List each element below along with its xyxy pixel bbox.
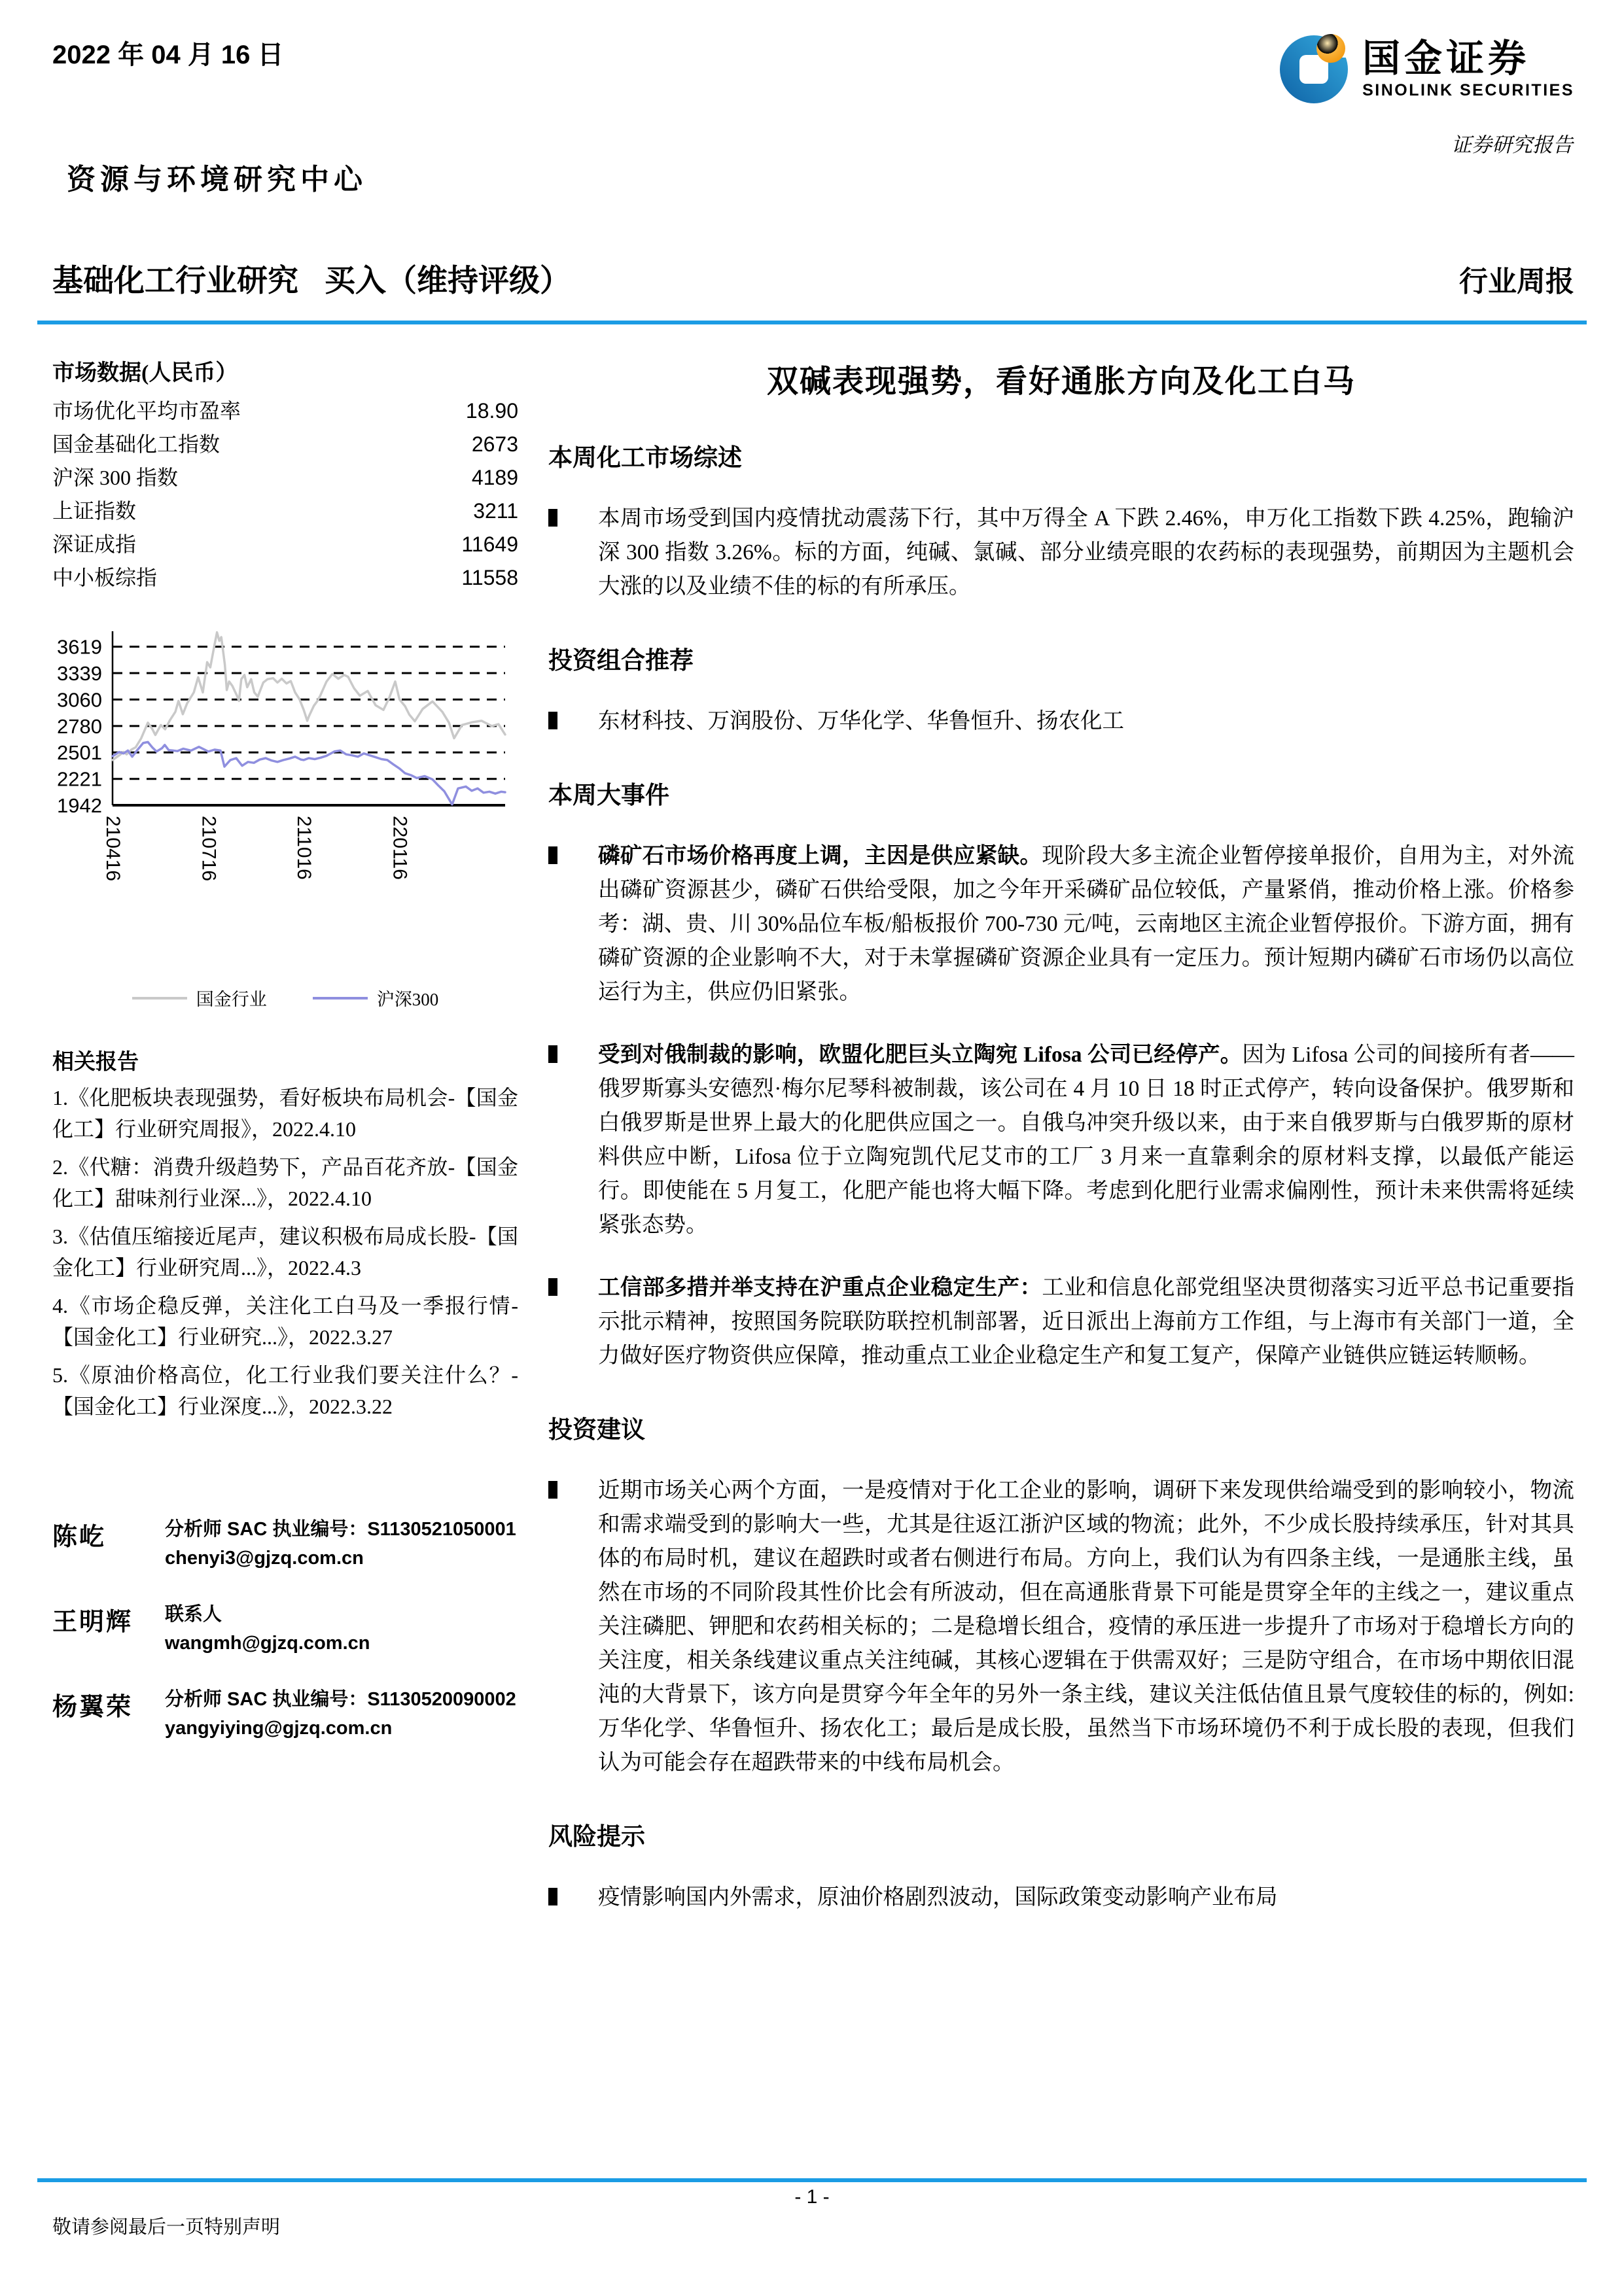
bullet-square-icon [548,1045,557,1063]
metric-label: 上证指数 [52,499,137,523]
bullet-square-icon [548,509,557,527]
section-heading: 本周大事件 [548,782,669,809]
bullet-paragraph [548,1474,1574,1780]
page-title: 双碱表现强势，看好通胀方向及化工白马 [766,364,1356,399]
svg-text:211016: 211016 [293,816,315,880]
analyst-role: 分析师 SAC 执业编号：S1130521050001 [165,1519,516,1540]
report-kind-label: 行业周报 [1459,266,1574,298]
header-divider [37,321,1587,324]
analyst-meta [165,1685,516,1743]
sinolink-logo-icon [1279,31,1352,108]
series-line-sample [132,997,187,1000]
market-data-row [52,495,518,528]
metric-label: 国金基础化工指数 [52,432,221,456]
metric-value: 18.90 [465,399,518,423]
report-body [548,345,1574,1915]
svg-text:210416: 210416 [102,816,124,882]
bullet-text: 疫情影响国内外需求，原油价格剧烈波动，国际政策变动影响产业布局 [598,1885,1278,1909]
bullet-text: 近期市场关心两个方面，一是疫情对于化工企业的影响，调研下来发现供给端受到的影响较小，物流和需求端受到的影响大一些，尤其是往返江浙沪区域的物流；此外，不少成长股持续承压，针对其具体的布局时机，建议在超跌时或者右侧进行布局。方向上，我们认为有四条主线，一是通胀主线，虽然在市场的不同阶段其性价比会有所波动，但在高通胀背景下可能是贯穿全年的主线之一，建议重点关注磷肥、钾肥和农药相关标的；二是稳增长组合，疫情的承压进一步提升了市场对于稳增长方向的关注度，相关条线建议重点关注纯碱，其核心逻辑在于供需双好；三是防守组合，在市场中期依旧混沌的大背景下，该方向是贯穿今年全年的另外一条主线，建议关注低估值且景气度较佳的标的，例如: 万华化学、华鲁恒升、扬农化工；最后是成长股，虽然当下市场环境仍不利于成长股的表现，但我们认为可能会存在超跌带来的中线布局机会。 [598,1478,1574,1775]
bullet-text: 东材科技、万润股份、万华化学、华鲁恒升、扬农化工 [598,709,1124,733]
chart-legend [52,985,518,1011]
page-number: - 1 - [794,2186,830,2208]
svg-text:3619: 3619 [57,635,102,659]
brand-name-en: SINOLINK SECURITIES [1362,81,1574,100]
metric-label: 市场优化平均市盈率 [52,399,241,423]
bullet-text: 工业和信息化部党组坚决贯彻落实习近平总书记重要指示批示精神，按照国务院联防联控机制部署，近日派出上海前方工作组，与上海市有关部门一道，全力做好医疗物资供应保障，推动重点工业企业稳定生产和复工复产，保障产业链供应链运转顺畅。 [598,1276,1575,1368]
legend-label: 国金行业 [196,990,267,1009]
analyst-name: 王明辉 [52,1609,133,1636]
metric-value: 11649 [461,532,518,556]
analysts-block [52,1515,518,1743]
analyst-meta [165,1515,516,1573]
market-data-row [52,394,518,428]
related-report-item: 1.《化肥板块表现强势，看好板块布局机会-【国金化工】行业研究周报》，2022.4.10 [52,1086,518,1141]
analyst-meta [165,1600,370,1658]
bullet-paragraph [548,1038,1574,1242]
footer-divider [37,2178,1587,2182]
analyst-entry [52,1600,518,1658]
bullet-text: 本周市场受到国内疫情扰动震荡下行，其中万得全 A 下跌 2.46%，申万化工指数下跌 4.25%，跑输沪深 300 指数 3.26%。标的方面，纯碱、氯碱、部分业绩亮眼的农药标的表现强势，前期因为主题机会大涨的以及业绩不佳的标的有所承压。 [598,506,1574,599]
bullet-square-icon [548,1481,557,1499]
analyst-role: 联系人 [165,1604,222,1625]
industry-title [52,256,571,300]
bullet-bold-text: 受到对俄制裁的影响，欧盟化肥巨头立陶宛 Lifosa 公司已经停产。 [598,1043,1243,1067]
related-reports-title: 相关报告 [52,1051,139,1074]
metric-label: 中小板综指 [52,566,158,589]
sidebar [52,345,518,1915]
metric-value: 3211 [473,499,518,523]
section-heading: 本周化工市场综述 [548,445,742,472]
market-data-row [52,561,518,595]
analyst-email: wangmh@gjzq.com.cn [165,1633,370,1654]
bullet-paragraph [548,1271,1574,1373]
bullet-square-icon [548,712,557,729]
analyst-role: 分析师 SAC 执业编号：S1130520090002 [165,1689,516,1710]
series-line-sample [313,997,368,1000]
analyst-entry [52,1685,518,1743]
footer-disclaimer: 敬请参阅最后一页特别声明 [52,2217,281,2238]
market-data-row [52,428,518,461]
bullet-paragraph [548,839,1574,1009]
legend-label: 沪深300 [376,990,439,1009]
research-center-name: 资源与环境研究中心 [67,164,367,196]
bullet-square-icon [548,1278,557,1296]
index-performance-chart [52,627,518,886]
analyst-email: yangyiying@gjzq.com.cn [165,1718,393,1739]
section-heading: 投资组合推荐 [548,648,694,674]
bullet-paragraph [548,502,1574,604]
svg-text:3339: 3339 [57,662,102,685]
analyst-email: chenyi3@gjzq.com.cn [165,1548,364,1569]
rating-label: 买入（维持评级） [325,264,571,298]
bullet-text: 因为 Lifosa 公司的间接所有者——俄罗斯寡头安德烈·梅尔尼琴科被制裁，该公司在 4 月 10 日 18 时正式停产，转向设备保护。俄罗斯和白俄罗斯是世界上最大的化肥供应国之一。自俄乌冲突升级以来，由于来自俄罗斯与白俄罗斯的原材料供应中断，Lifosa 位于立陶宛凯代尼艾市的工厂 3 月来一直靠剩余的原材料支撑，以最低产能运行。即使能在 5 月复工，化肥产能也将大幅下降。考虑到化肥行业需求偏刚性，预计未来供需将延续紧张态势。 [598,1043,1575,1237]
bullet-bold-text: 磷矿石市场价格再度上调，主因是供应紧缺。 [598,844,1042,868]
metric-value: 4189 [471,466,518,489]
svg-text:220116: 220116 [389,816,411,880]
market-data-row [52,461,518,495]
metric-label: 深证成指 [52,532,137,556]
related-report-item: 4.《市场企稳反弹，关注化工白马及一季报行情-【国金化工】行业研究...》，2022.3.27 [52,1294,518,1349]
bullet-square-icon [548,846,557,864]
section-heading: 风险提示 [548,1824,645,1851]
metric-value: 2673 [471,432,518,456]
svg-text:2780: 2780 [57,714,102,738]
analyst-name: 陈屹 [52,1523,107,1551]
metric-value: 11558 [461,566,518,589]
bullet-text: 现阶段大多主流企业暂停接单报价，自用为主，对外流出磷矿资源甚少，磷矿石供给受限，加之今年开采磷矿品位较低，产量紧俏，推动价格上涨。价格参考：湖、贵、川 30%品位车板/船板报价 700-730 元/吨，云南地区主流企业暂停报价。下游方面，拥有磷矿资源的企业影响不大，对于未掌握磷矿资源企业具有一定压力。预计短期内磷矿石市场仍以高位运行为主，供应仍旧紧张。 [598,844,1575,1004]
bullet-square-icon [548,1888,557,1905]
bullet-bold-text: 工信部多措并举支持在沪重点企业稳定生产： [598,1276,1042,1300]
bullet-paragraph [548,704,1574,739]
legend-item [313,985,439,1011]
related-report-item: 5.《原油价格高位，化工行业我们要关注什么？-【国金化工】行业深度...》，2022.3.22 [52,1363,518,1418]
market-data-row [52,528,518,561]
brand-text [1362,39,1574,101]
analyst-name: 杨翼荣 [52,1694,133,1721]
legend-item [132,985,267,1011]
svg-text:2501: 2501 [57,741,102,765]
report-date: 2022 年 04 月 16 日 [52,41,284,69]
report-type-label: 证券研究报告 [1451,133,1573,156]
section-heading: 投资建议 [548,1417,645,1444]
related-report-item: 3.《估值压缩接近尾声，建议积极布局成长股-【国金化工】行业研究周...》，2022.4.3 [52,1225,518,1279]
title-row [52,256,1574,300]
bullet-paragraph [548,1881,1574,1915]
content-columns [52,345,1574,1915]
metric-label: 沪深 300 指数 [52,466,179,489]
industry-name: 基础化工行业研究 [52,264,298,298]
svg-text:1942: 1942 [57,794,102,817]
brand-name-cn: 国金证券 [1362,37,1530,80]
market-data-title: 市场数据(人民币） [52,361,238,385]
analyst-entry [52,1515,518,1573]
svg-text:2221: 2221 [57,767,102,791]
related-report-item: 2.《代糖：消费升级趋势下，产品百花齐放-【国金化工】甜味剂行业深...》，2022.4.10 [52,1155,518,1210]
svg-text:3060: 3060 [57,688,102,712]
svg-text:210716: 210716 [198,816,220,882]
brand-block [1279,31,1574,108]
